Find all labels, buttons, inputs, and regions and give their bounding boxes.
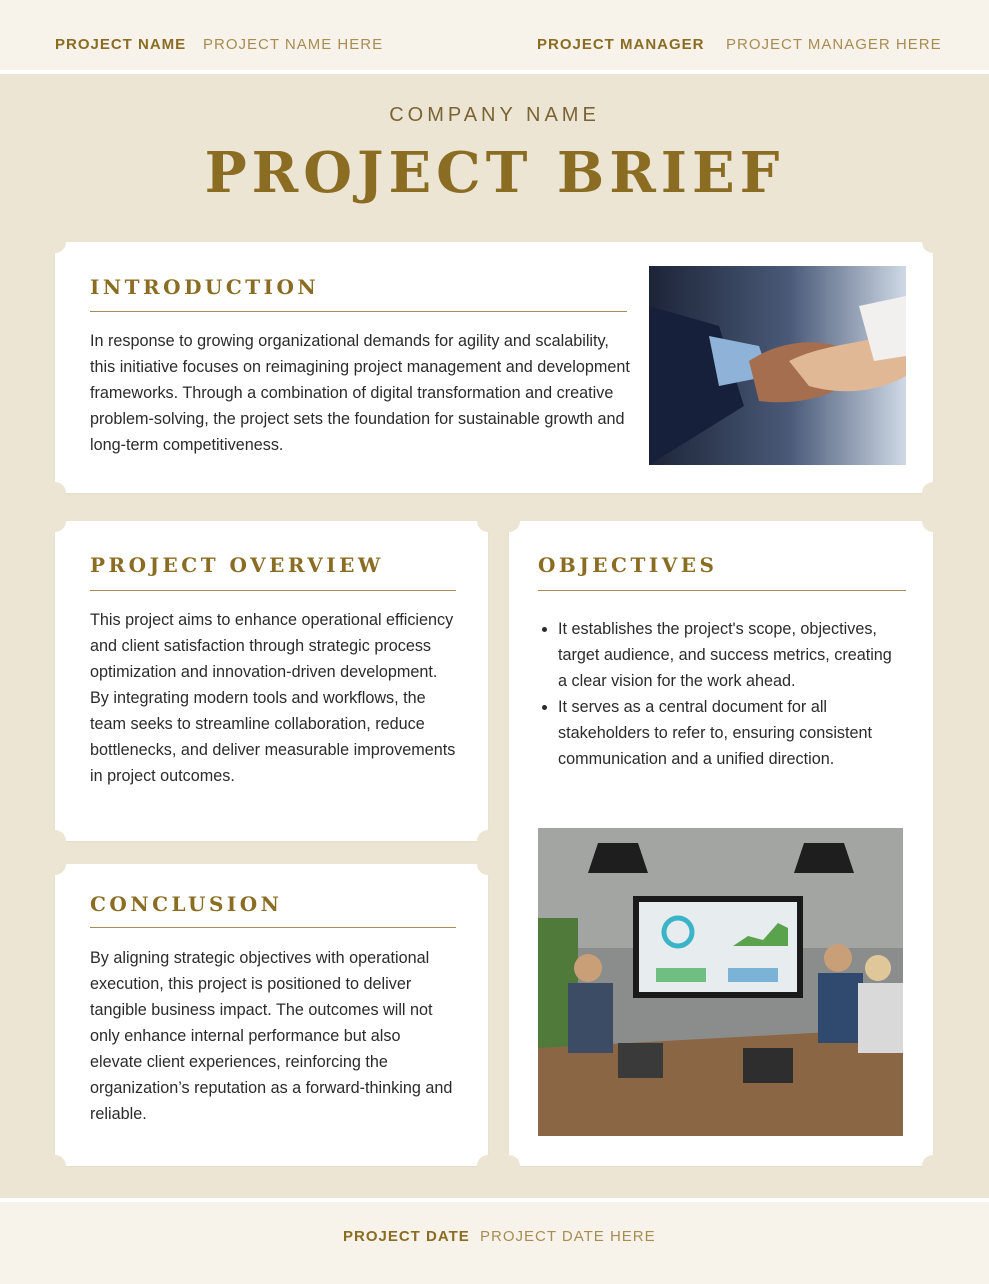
- page-title: PROJECT BRIEF: [204, 140, 785, 206]
- objectives-list: [538, 616, 904, 772]
- objectives-card: [509, 521, 933, 1166]
- introduction-card: [55, 242, 933, 493]
- introduction-body: In response to growing organizational demands for agility and scalability, this initiative focuses on reimagining project management and development frameworks. Through a combination of digital transformation and creative problem-solving, the project sets the foundation for sustainable growth and long-term competitiveness.: [90, 332, 630, 454]
- company-name: COMPANY NAME: [389, 104, 600, 126]
- footer-bar: [0, 1198, 989, 1284]
- objectives-heading: OBJECTIVES: [538, 553, 718, 577]
- project-manager-label: PROJECT MANAGER: [537, 36, 705, 53]
- project-date-label: PROJECT DATE: [343, 1228, 470, 1245]
- introduction-divider: [90, 311, 627, 312]
- meeting-room-photo: [538, 828, 903, 1136]
- objective-item: • It establishes the project's scope, objectives, target audience, and success metrics, creating a clear vision for the work ahead.: [558, 616, 904, 694]
- objectives-divider: [538, 590, 906, 591]
- project-date-value: PROJECT DATE HERE: [480, 1228, 656, 1245]
- introduction-heading: INTRODUCTION: [90, 275, 320, 299]
- project-manager-value: PROJECT MANAGER HERE: [726, 36, 942, 53]
- project-overview-body: This project aims to enhance operational efficiency and client satisfaction through strategic process optimization and innovation-driven development. By integrating modern tools and workflows, the team seeks to streamline collaboration, reduce bottlenecks, and deliver measurable improvements in project outcomes.: [90, 611, 456, 785]
- objective-item: • It serves as a central document for all stakeholders to refer to, ensuring consistent communication and a unified direction.: [558, 694, 904, 772]
- conclusion-divider: [90, 927, 456, 928]
- handshake-photo: [649, 266, 906, 465]
- project-overview-divider: [90, 590, 456, 591]
- conclusion-card: [55, 864, 488, 1166]
- project-name-label: PROJECT NAME: [55, 36, 187, 53]
- project-overview-card: [55, 521, 488, 841]
- header-bar: [0, 0, 989, 74]
- project-overview-heading: PROJECT OVERVIEW: [90, 553, 384, 577]
- conclusion-body: By aligning strategic objectives with operational execution, this project is positioned to deliver tangible business impact. The outcomes will not only enhance internal performance but also elevate client experiences, reinforcing the organization’s reputation as a forward-thinking and reliable.: [90, 949, 453, 1123]
- project-name-value: PROJECT NAME HERE: [203, 36, 384, 53]
- conclusion-heading: CONCLUSION: [90, 892, 283, 916]
